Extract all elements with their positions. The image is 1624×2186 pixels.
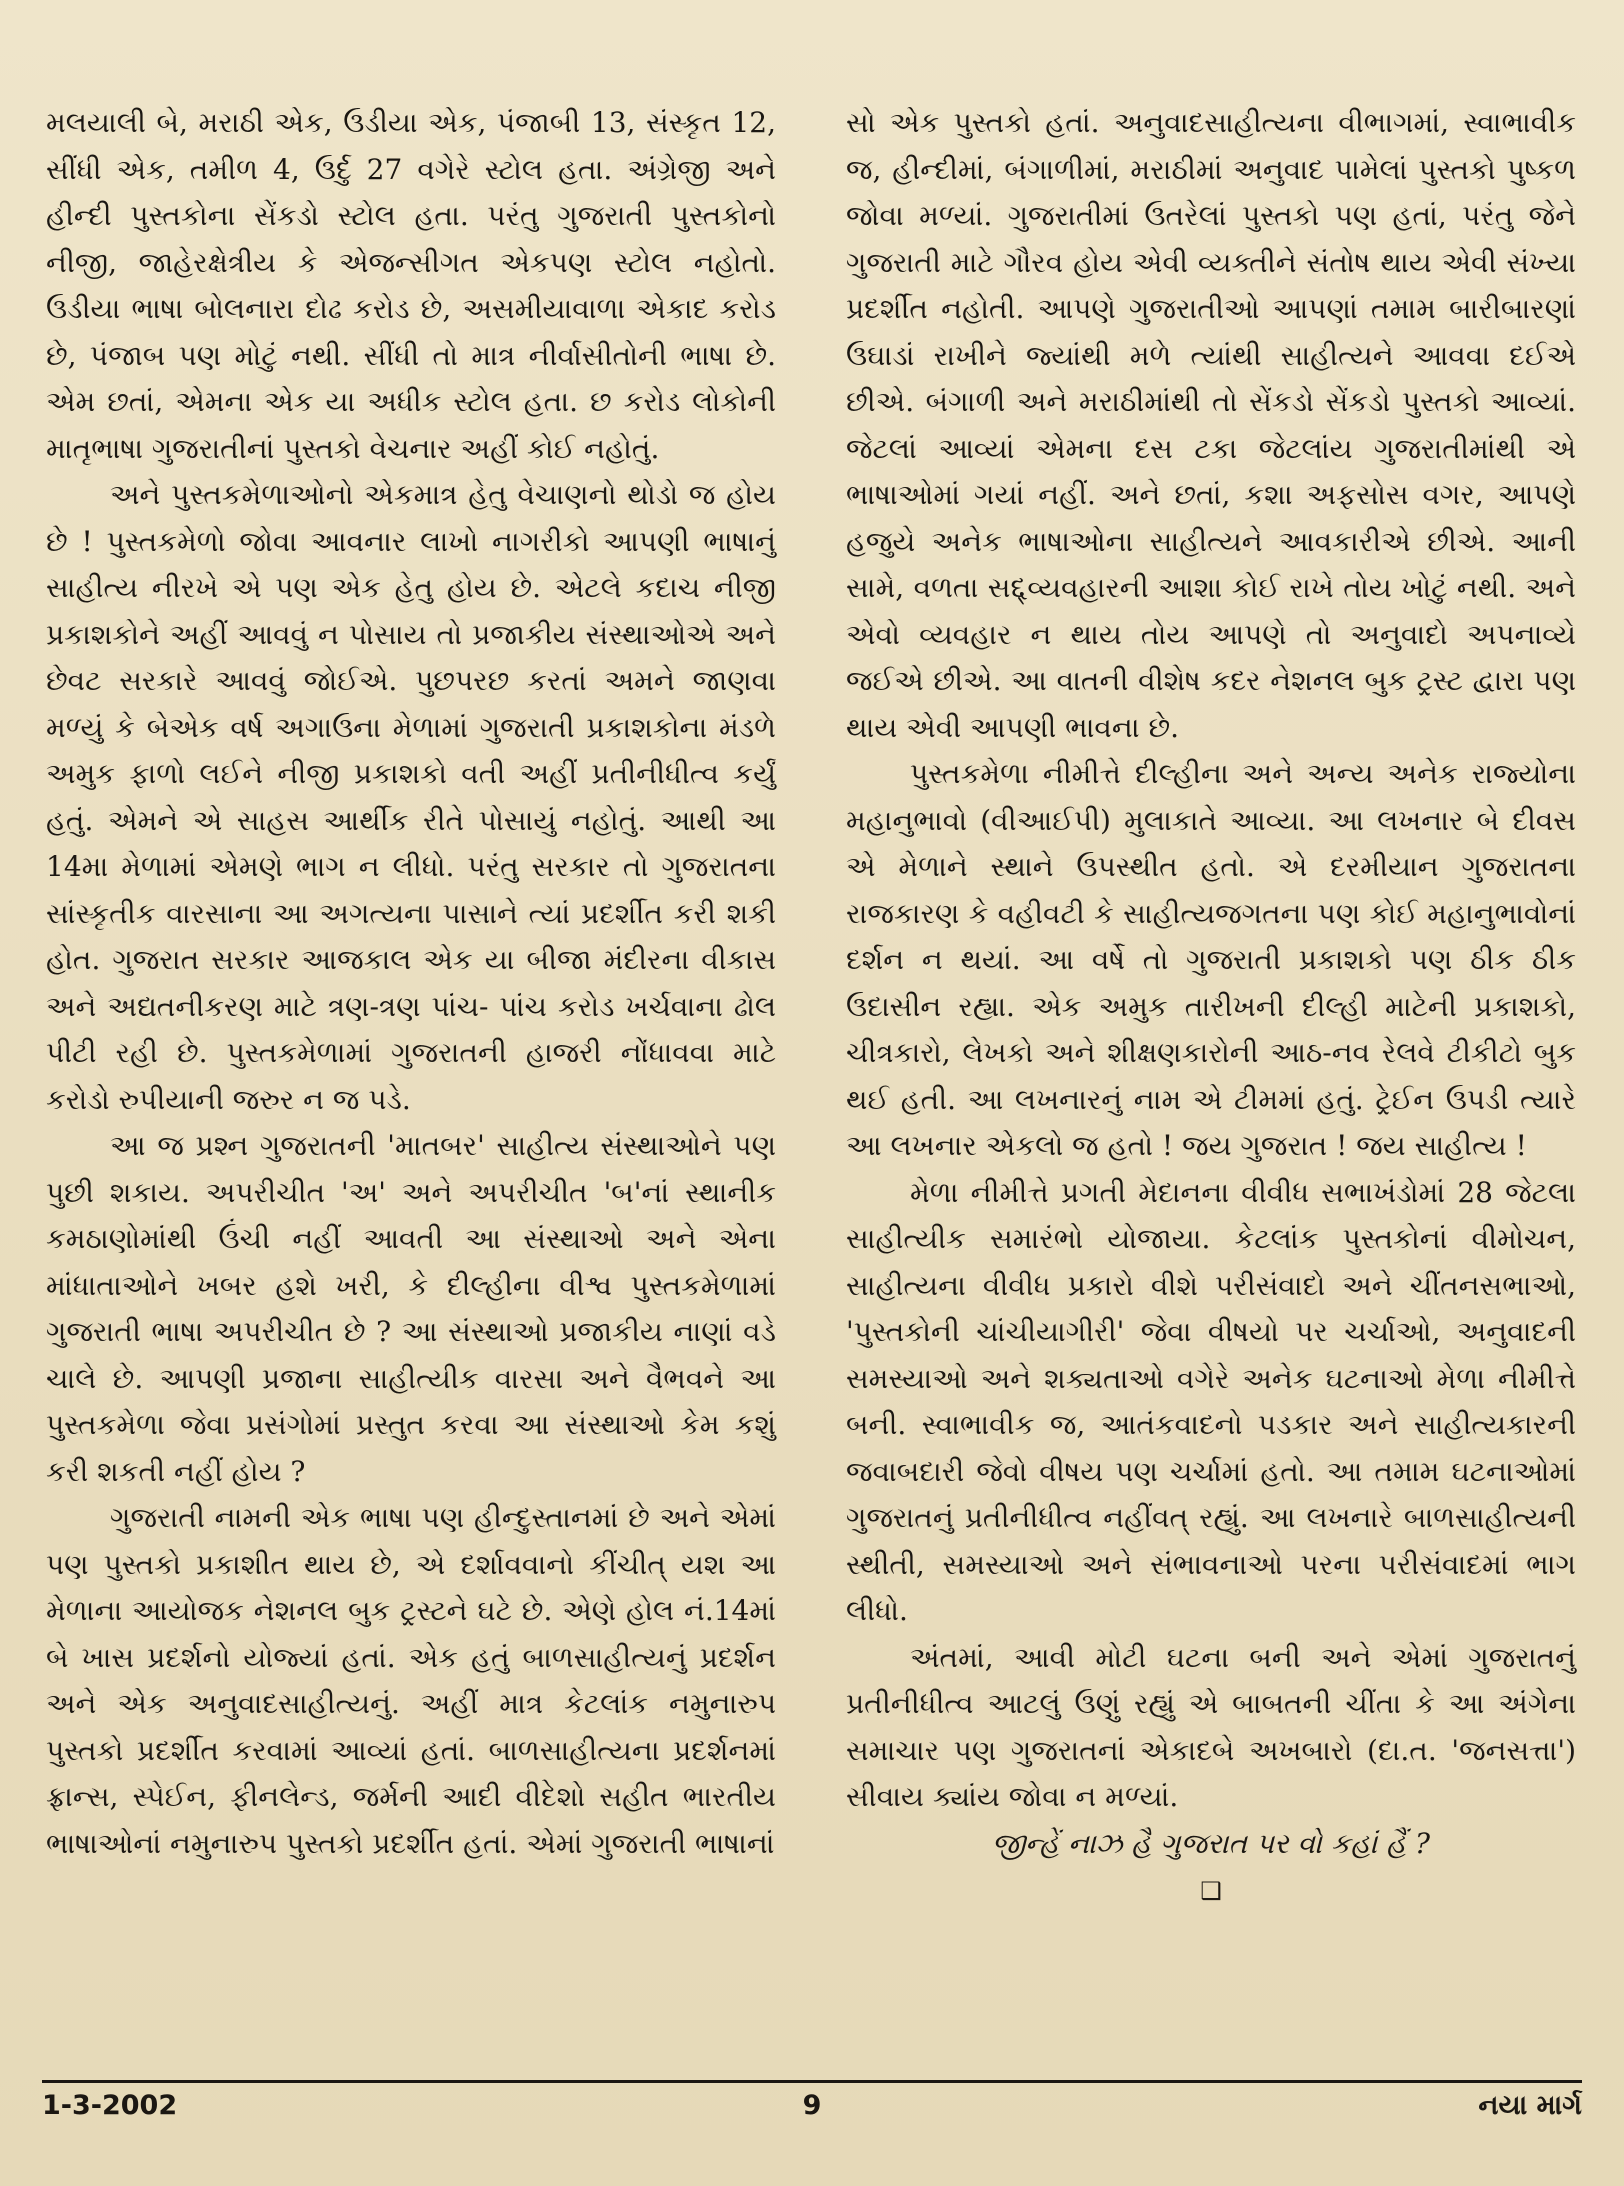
paragraph: ગુજરાતી નામની એક ભાષા પણ હીન્દુસ્તાનમાં છે અને એમાં પણ પુસ્તકો પ્રકાશીત થાય છે, એ દર્શાવવાનો કીંચીત્ યશ આ મેળાના આયોજક નેશનલ બુક ટ્રસ્ટને ઘટે છે. એણે હોલ નં.14માં બે ખાસ પ્રદર્શનો યોજ્યાં હતાં. એક હતું બાળસાહીત્યનું પ્રદર્શન અને એક અનુવાદસાહીત્યનું. અહીં માત્ર કેટલાંક નમુનારુપ પુસ્તકો પ્રદર્શીત કરવામાં આવ્યાં હતાં. બાળસાહીત્યના પ્રદર્શનમાં ફ્રાન્સ, સ્પેઈન, ફીનલેન્ડ, જર્મની આદી વીદેશો સહીત ભારતીય ભાષાઓનાં નમુનારુપ પુસ્તકો પ્રદર્શીત હતાં. એમાં ગુજરાતી ભાષાનાં	[46, 1501, 776, 1860]
paragraph: અંતમાં, આવી મોટી ઘટના બની અને એમાં ગુજરાતનું પ્રતીનીધીત્વ આટલું ઉણું રહ્યું એ બાબતની ચીંતા કે આ અંગેના સમાચાર પણ ગુજરાતનાં એકાદબે અખબારો (દા.ત. 'જનસત્તા') સીવાય ક્યાંય જોવા ન મળ્યાં.	[846, 1640, 1576, 1813]
end-mark-icon: ❑	[1200, 1877, 1222, 1905]
paragraph: આ જ પ્રશ્ન ગુજરાતની 'માતબર' સાહીત્ય સંસ્થાઓને પણ પુછી શકાય. અપરીચીત 'અ' અને અપરીચીત 'બ'નાં સ્થાનીક કમઠાણોમાંથી ઉંચી નહીં આવતી આ સંસ્થાઓ અને એના માંધાતાઓને ખબર હશે ખરી, કે દીલ્હીના વીશ્વ પુસ્તકમેળામાં ગુજરાતી ભાષા અપરીચીત છે ? આ સંસ્થાઓ પ્રજાકીય નાણાં વડે ચાલે છે. આપણી પ્રજાના સાહીત્યીક વારસા અને વૈભવને આ પુસ્તકમેળા જેવા પ્રસંગોમાં પ્રસ્તુત કરવા આ સંસ્થાઓ કેમ કશું કરી શકતી નહીં હોય ?	[46, 1129, 776, 1488]
paragraph: સો એક પુસ્તકો હતાં. અનુવાદસાહીત્યના વીભાગમાં, સ્વાભાવીક જ, હીન્દીમાં, બંગાળીમાં, મરાઠીમાં અનુવાદ પામેલાં પુસ્તકો પુષ્કળ જોવા મળ્યાં. ગુજરાતીમાં ઉતરેલાં પુસ્તકો પણ હતાં, પરંતુ જેને ગુજરાતી માટે ગૌરવ હોય એવી વ્યક્તીને સંતોષ થાય એવી સંખ્યા પ્રદર્શીત નહોતી. આપણે ગુજરાતીઓ આપણાં તમામ બારીબારણાં ઉઘાડાં રાખીને જ્યાંથી મળે ત્યાંથી સાહીત્યને આવવા દઈએ છીએ. બંગાળી અને મરાઠીમાંથી તો સેંકડો સેંકડો પુસ્તકો આવ્યાં. જેટલાં આવ્યાં એમના દસ ટકા જેટલાંય ગુજરાતીમાંથી એ ભાષાઓમાં ગયાં નહીં. અને છતાં, કશા અફસોસ વગર, આપણે હજુયે અનેક ભાષાઓના સાહીત્યને આવકારીએ છીએ. આની સામે, વળતા સદ્દ્વ્યવહારની આશા કોઈ રાખે તોય ખોટું નથી. અને એવો વ્યવહાર ન થાય તોય આપણે તો અનુવાદો અપનાવ્યે જઈએ છીએ. આ વાતની વીશેષ કદર નેશનલ બુક ટ્રસ્ટ દ્વારા પણ થાય એવી આપણી ભાવના છે.	[846, 106, 1576, 744]
paragraph: મલયાલી બે, મરાઠી એક, ઉડીયા એક, પંજાબી 13, સંસ્કૃત 12, સીંધી એક, તમીળ 4, ઉર્દુ 27 વગેરે સ્ટોલ હતા. અંગ્રેજી અને હીન્દી પુસ્તકોના સેંકડો સ્ટોલ હતા. પરંતુ ગુજરાતી પુસ્તકોનો નીજી, જાહેરક્ષેત્રીય કે એજન્સીગત એકપણ સ્ટોલ નહોતો. ઉડીયા ભાષા બોલનારા દોઢ કરોડ છે, અસમીયાવાળા એકાદ કરોડ છે, પંજાબ પણ મોટું નથી. સીંધી તો માત્ર નીર્વાસીતોની ભાષા છે. એમ છતાં, એમના એક યા અધીક સ્ટોલ હતા. છ કરોડ લોકોની માતૃભાષા ગુજરાતીનાં પુસ્તકો વેચનાર અહીં કોઈ નહોતું.	[46, 106, 776, 465]
page-number: 9	[802, 2090, 822, 2121]
left-column	[46, 100, 776, 2055]
footer-divider	[42, 2080, 1582, 2083]
paragraph: અને પુસ્તકમેળાઓનો એકમાત્ર હેતુ વેચાણનો થોડો જ હોય છે ! પુસ્તકમેળો જોવા આવનાર લાખો નાગરીકો આપણી ભાષાનું સાહીત્ય નીરખે એ પણ એક હેતુ હોય છે. એટલે કદાચ નીજી પ્રકાશકોને અહીં આવવું ન પોસાય તો પ્રજાકીય સંસ્થાઓએ અને છેવટ સરકારે આવવું જોઈએ. પુછપરછ કરતાં અમને જાણવા મળ્યું કે બેએક વર્ષ અગાઉના મેળામાં ગુજરાતી પ્રકાશકોના મંડળે અમુક ફાળો લઈને નીજી પ્રકાશકો વતી અહીં પ્રતીનીધીત્વ કર્યું હતું. એમને એ સાહસ આર્થીક રીતે પોસાયું નહોતું. આથી આ 14મા મેળામાં એમણે ભાગ ન લીધો. પરંતુ સરકાર તો ગુજરાતના સાંસ્કૃતીક વારસાના આ અગત્યના પાસાને ત્યાં પ્રદર્શીત કરી શકી હોત. ગુજરાત સરકાર આજકાલ એક યા બીજા મંદીરના વીકાસ અને અદ્યતનીકરણ માટે ત્રણ-ત્રણ પાંચ- પાંચ કરોડ ખર્ચવાના ઢોલ પીટી રહી છે. પુસ્તકમેળામાં ગુજરાતની હાજરી નોંધાવવા માટે કરોડો રુપીયાની જરુર ન જ પડે.	[46, 478, 776, 1116]
paragraph: પુસ્તકમેળા નીમીત્તે દીલ્હીના અને અન્ય અનેક રાજ્યોના મહાનુભાવો (વીઆઈપી) મુલાકાતે આવ્યા. આ લખનાર બે દીવસ એ મેળાને સ્થાને ઉપસ્થીત હતો. એ દરમીયાન ગુજરાતના રાજકારણ કે વહીવટી કે સાહીત્યજગતના પણ કોઈ મહાનુભાવોનાં દર્શન ન થયાં. આ વર્ષે તો ગુજરાતી પ્રકાશકો પણ ઠીક ઠીક ઉદાસીન રહ્યા. એક અમુક તારીખની દીલ્હી માટેની પ્રકાશકો, ચીત્રકારો, લેખકો અને શીક્ષણકારોની આઠ-નવ રેલવે ટીકીટો બુક થઈ હતી. આ લખનારનું નામ એ ટીમમાં હતું. ટ્રેઈન ઉપડી ત્યારે આ લખનાર એકલો જ હતો ! જય ગુજરાત ! જય સાહીત્ય !	[846, 757, 1576, 1162]
paragraph: મેળા નીમીત્તે પ્રગતી મેદાનના વીવીધ સભાખંડોમાં 28 જેટલા સાહીત્યીક સમારંભો યોજાયા. કેટલાંક પુસ્તકોનાં વીમોચન, સાહીત્યના વીવીધ પ્રકારો વીશે પરીસંવાદો અને ચીંતનસભાઓ, 'પુસ્તકોની ચાંચીયાગીરી' જેવા વીષયો પર ચર્ચાઓ, અનુવાદની સમસ્યાઓ અને શક્યતાઓ વગેરે અનેક ઘટનાઓ મેળા નીમીત્તે બની. સ્વાભાવીક જ, આતંકવાદનો પડકાર અને સાહીત્યકારની જવાબદારી જેવો વીષય પણ ચર્ચામાં હતો. આ તમામ ઘટનાઓમાં ગુજરાતનું પ્રતીનીધીત્વ નહીંવત્ રહ્યું. આ લખનારે બાળસાહીત્યની સ્થીતી, સમસ્યાઓ અને સંભાવનાઓ પરના પરીસંવાદમાં ભાગ લીધો.	[846, 1175, 1576, 1627]
page-footer	[42, 2090, 1582, 2130]
closing-quote: જીન્હેં નાઝ હૈ ગુજરાત પર વો કહાં હૈં ?	[991, 1826, 1431, 1860]
right-column	[846, 100, 1576, 2055]
magazine-name: નયા માર્ગ	[1478, 2090, 1582, 2121]
issue-date: 1-3-2002	[42, 2090, 178, 2121]
article-body	[46, 100, 1576, 2055]
